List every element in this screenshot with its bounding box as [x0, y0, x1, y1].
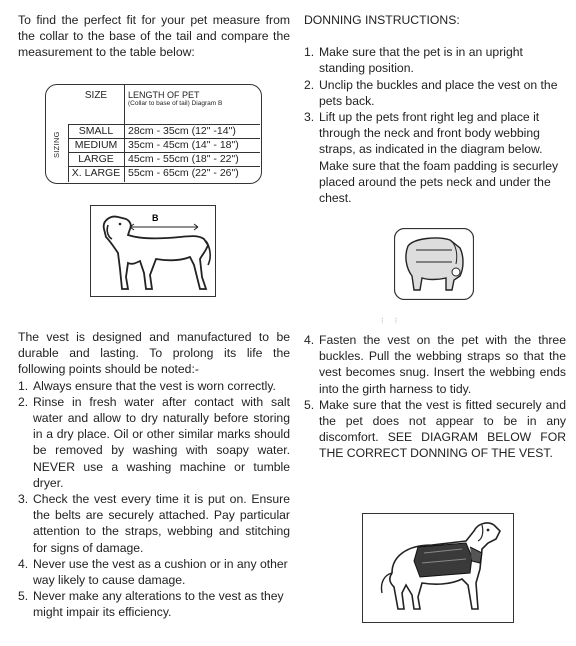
care-intro: The vest is designed and manufactured to be durable and lasting. To prolong its life the following points should be noted:-: [18, 330, 290, 377]
table-cell-length: 55cm - 65cm (22" - 26"): [128, 167, 239, 179]
donning-section-lower: [304, 332, 566, 462]
list-item: 4. Fasten the vest on the pet with the three buckles. Pull the webbing straps so that the vest becomes snug. Insert the webbing ends into the girth harness to tidy.: [304, 333, 566, 396]
care-list: [18, 378, 290, 621]
list-item: 2. Rinse in fresh water after contact with salt water and allow to dry naturally before storing in a dry place. Oil or other similar marks should be removed by washing with soapy water. NEVER use a washing machine or tumble dryer.: [18, 394, 290, 490]
table-cell-length: 45cm - 55cm (18" - 22"): [128, 153, 239, 165]
table-header-length-title: LENGTH OF PET: [128, 90, 200, 100]
table-header-length: [128, 90, 258, 108]
donning-section: [304, 12, 566, 206]
dog-measure-diagram: [90, 205, 216, 297]
donning-heading: DONNING INSTRUCTIONS:: [304, 13, 460, 27]
dog-with-vest-icon: [362, 513, 514, 623]
faint-mark: ⁝ ⁝: [381, 316, 398, 325]
vest-diagram: [394, 228, 474, 300]
table-cell-size: X. LARGE: [71, 167, 121, 179]
donning-list-top: [304, 44, 566, 206]
table-header-size: SIZE: [84, 90, 108, 101]
list-item: 5. Make sure that the vest is fitted securely and the pet does not appear to be in any discomfort. SEE DIAGRAM BELOW FOR THE CORRECT DONNING OF THE VEST.: [304, 397, 566, 461]
table-cell-size: MEDIUM: [74, 139, 118, 151]
table-cell-length: 28cm - 35cm (12" -14"): [128, 125, 236, 137]
dog-vest-diagram: [362, 513, 514, 623]
diagram-label: B: [152, 213, 159, 223]
sizing-side-label: SIZING: [52, 131, 61, 158]
table-header-length-note: (Collar to base of tail) Diagram B: [128, 100, 223, 107]
table-cell-size: LARGE: [78, 153, 114, 165]
sizing-intro: To find the perfect fit for your pet measure from the collar to the base of the tail and compare the measurement to the table below:: [18, 13, 290, 60]
donning-list-bottom: [304, 332, 566, 462]
table-cell-length: 35cm - 45cm (14" - 18"): [128, 139, 239, 151]
list-item: 1. Make sure that the pet is in an upright standing position.: [304, 45, 523, 76]
table-cell-size: SMALL: [78, 125, 114, 137]
list-item: 3. Lift up the pets front right leg and place it through the neck and front body webbing straps, as indicated in the diagram below. Make sure that the foam padding is securley placed around the pets neck and under the chest.: [304, 110, 559, 206]
care-section: [18, 329, 290, 621]
list-item: 4. Never use the vest as a cushion or in any other way likely to cause damage.: [18, 556, 288, 588]
table-divider: [124, 84, 125, 182]
dog-silhouette-icon: [90, 205, 216, 297]
vest-icon: [394, 228, 474, 300]
list-item: 3. Check the vest every time it is put on. Ensure the belts are securely attached. Pay particular attention to the straps, webbing and stitching for signs of damage.: [18, 492, 290, 555]
list-item: 2. Unclip the buckles and place the vest on the pets back.: [304, 77, 558, 108]
list-item: 5. Never make any alterations to the vest as they might impair its efficiency.: [18, 589, 284, 620]
list-item: 1. Always ensure that the vest is worn correctly.: [18, 378, 276, 393]
